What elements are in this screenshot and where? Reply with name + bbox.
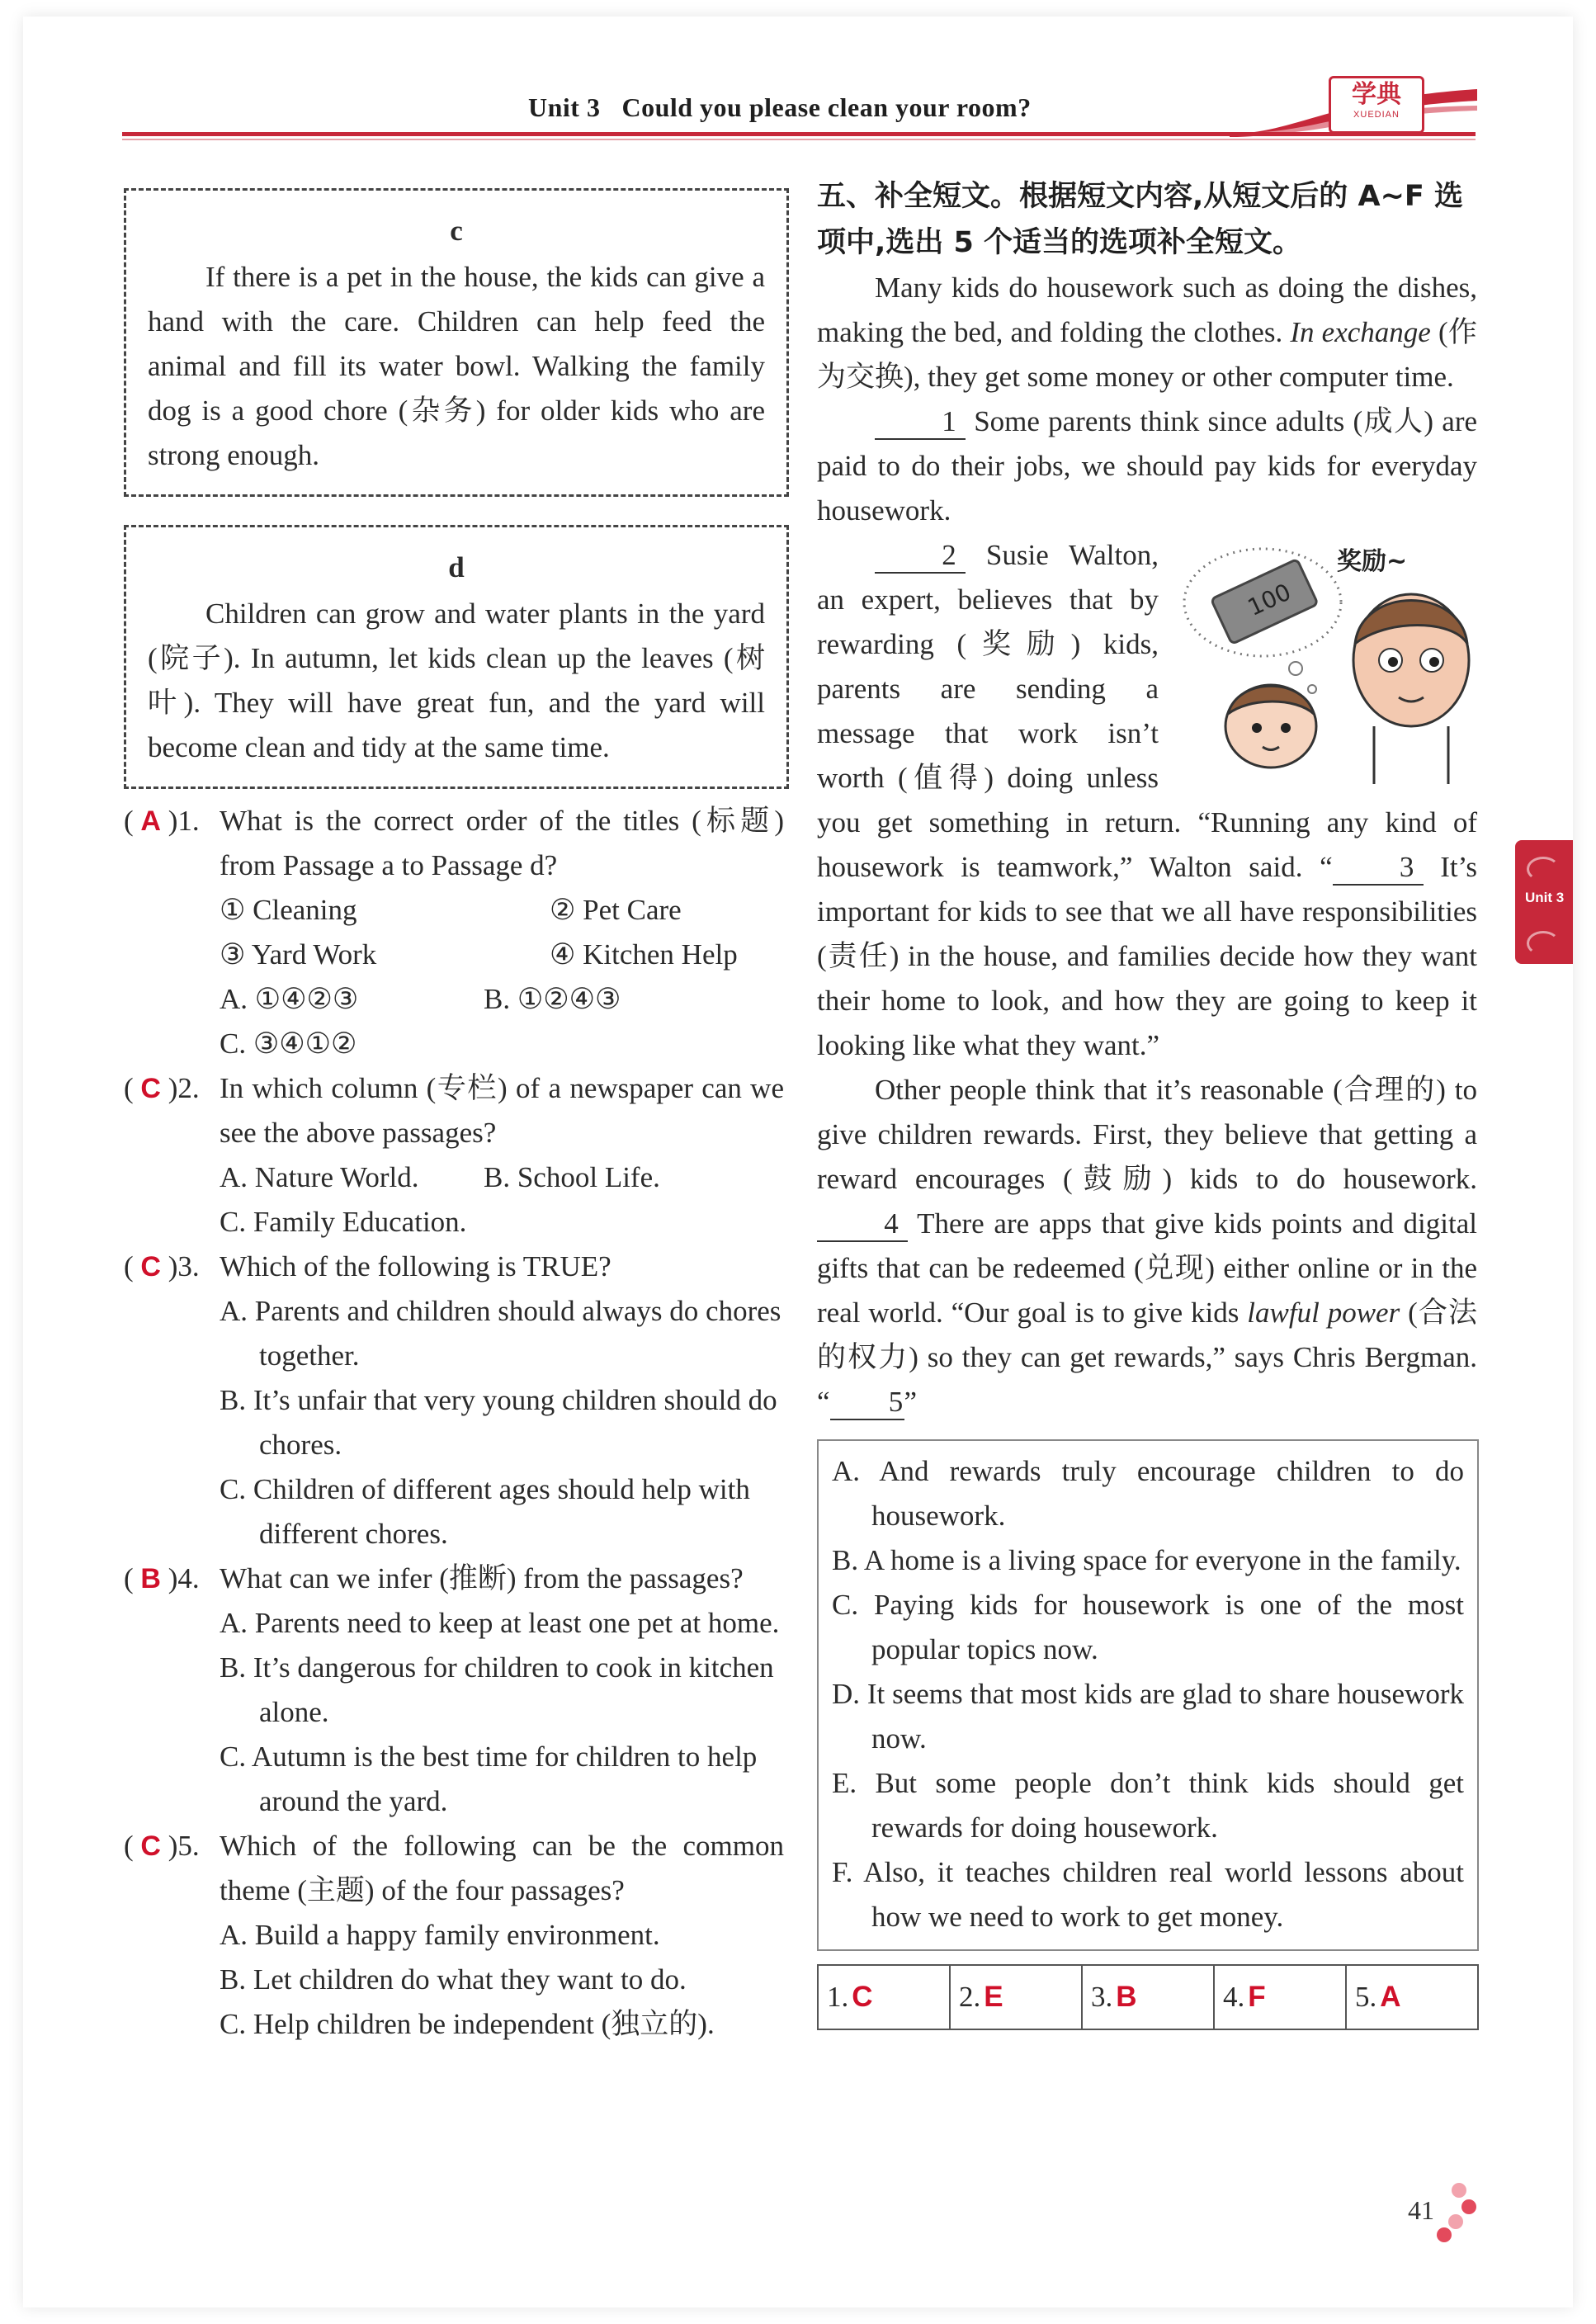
answer-paren: ( B )4. — [124, 1562, 200, 1594]
paragraph: Many kids do housework such as doing the dishes, making the bed, and folding the clothes. In exchange (作为交换), they get some money or other computer time. — [817, 272, 1478, 393]
swirl-decoration — [1527, 857, 1560, 881]
question-2 — [124, 1066, 784, 1245]
blank-5: 5 — [830, 1386, 904, 1420]
answer-table — [817, 1964, 1479, 2030]
answer-paren: ( C )3. — [124, 1250, 200, 1282]
cartoon-illustration — [1172, 536, 1477, 784]
option: A. And rewards truly encourage children to do housework. — [832, 1455, 1464, 1532]
option: B. A home is a living space for everyone in the family. — [832, 1544, 1461, 1576]
option: A. Parents need to keep at least one pet at home. — [220, 1607, 780, 1639]
blank-3: 3 — [1333, 851, 1424, 886]
question-text: Which of the following is TRUE? — [220, 1250, 611, 1282]
question-3 — [124, 1245, 784, 1556]
option: C. Paying kids for housework is one of the most popular topics now. — [832, 1589, 1464, 1665]
question-4 — [124, 1556, 784, 1824]
answer-mark: C — [140, 1830, 161, 1862]
question-text: In which column (专栏) of a newspaper can we see the above passages? — [220, 1072, 784, 1149]
item: ① Cleaning — [220, 894, 357, 926]
page-number: 41 — [1408, 2195, 1434, 2225]
option: C. Family Education. — [220, 1206, 467, 1238]
option: B. ①②④③ — [484, 983, 621, 1015]
passage-title: d — [448, 551, 465, 583]
option: B. Let children do what they want to do. — [220, 1963, 687, 1996]
paragraph: 1 Some parents think since adults (成人) are paid to do their jobs, we should pay kids for everyday housework. — [817, 405, 1478, 527]
option: C. Help children be independent (独立的). — [220, 2008, 715, 2040]
question-5 — [124, 1824, 784, 2047]
option: B. It’s unfair that very young children should do chores. — [220, 1384, 777, 1461]
passage-d-box — [124, 525, 789, 789]
question-text: What can we infer (推断) from the passages? — [220, 1562, 744, 1594]
blank-1: 1 — [875, 405, 966, 440]
item: ④ Kitchen Help — [550, 938, 738, 971]
option: C. Children of different ages should help with different chores. — [220, 1473, 750, 1550]
option: F. Also, it teaches children real world lessons about how we need to work to get money. — [832, 1856, 1464, 1933]
option: D. It seems that most kids are glad to share housework now. — [832, 1678, 1464, 1755]
option: A. Parents and children should always do chores together. — [220, 1295, 781, 1372]
answer-cell: 4. F — [1215, 1966, 1347, 2029]
money-label: 100 — [1243, 578, 1296, 622]
page-header-title — [528, 92, 1032, 123]
section-title: 五、补全短文。根据短文内容,从短文后的 A~F 选项中,选出 5 个适当的选项补全短文。 — [817, 180, 1463, 259]
answer-paren: ( A )1. — [124, 805, 200, 837]
answer-cell: 1. C — [819, 1966, 951, 2029]
passage-title: c — [450, 215, 463, 247]
illus-caption: 奖励~ — [1337, 547, 1408, 576]
blank-2: 2 — [875, 539, 966, 574]
option: E. But some people don’t think kids should get rewards for doing housework. — [832, 1767, 1464, 1844]
item: ③ Yard Work — [220, 938, 377, 971]
right-column — [817, 173, 1477, 2030]
unit-title: Could you please clean your room? — [621, 92, 1032, 122]
options-box — [817, 1439, 1479, 1951]
answer-cell: 2. E — [951, 1966, 1083, 2029]
option: C. ③④①② — [220, 1027, 357, 1060]
paragraph: 100 奖励~ 2 Susie Walton, an expert, believes that by rewarding (奖励) kids, parents are sending a message that work isn’t worth (值得) doing unless you get something in return. “Running any kind of housework is teamwork,” Walton said. “ 3 It’s important for kids to see that we all have responsibilities (责任) in the house, and families decide how they want their home to look, and how they are going to keep it looking like what they want.” — [817, 533, 1477, 1068]
question-1 — [124, 799, 784, 1066]
option: A. Nature World. — [220, 1161, 419, 1193]
option: B. It’s dangerous for children to cook in kitchen alone. — [220, 1651, 774, 1728]
option: B. School Life. — [484, 1161, 660, 1193]
blank-4: 4 — [817, 1207, 908, 1242]
passage-c-box — [124, 188, 789, 497]
answer-paren: ( C )5. — [124, 1830, 200, 1862]
question-text: What is the correct order of the titles (标题) from Passage a to Passage d? — [220, 805, 784, 881]
unit-side-tab: Unit 3 — [1515, 840, 1573, 964]
unit-label: Unit 3 — [528, 92, 601, 122]
answer-mark: C — [140, 1251, 161, 1282]
publisher-logo: 学典 XUEDIAN — [1329, 76, 1424, 134]
swirl-decoration — [1527, 931, 1560, 956]
passage-text: If there is a pet in the house, the kids can give a hand with the care. Children can help feed the animal and fill its water bowl. Walking the family dog is a good chore (杂务) for older kids who are strong enough. — [148, 261, 765, 471]
option: C. Autumn is the best time for children to help around the yard. — [220, 1741, 758, 1817]
question-text: Which of the following can be the common theme (主题) of the four passages? — [220, 1830, 784, 1906]
answer-mark: A — [140, 805, 161, 837]
paragraph: Other people think that it’s reasonable (合理的) to give children rewards. First, they believe that getting a reward encourages (鼓励) kids to do housework. 4 There are apps that give kids points and digital gifts that can be redeemed (兑现) either online or in the real world. “Our goal is to give kids lawful power (合法的权力) so they can get rewards,” says Chris Bergman. “ 5” — [817, 1068, 1477, 1424]
answer-paren: ( C )2. — [124, 1072, 200, 1104]
header-divider — [122, 132, 1476, 136]
answer-cell: 5. A — [1355, 1981, 1401, 2013]
answer-mark: B — [140, 1563, 161, 1594]
left-column — [124, 188, 784, 2047]
option: A. Build a happy family environment. — [220, 1919, 660, 1951]
header-divider-thin — [122, 139, 1476, 140]
answer-cell: 3. B — [1083, 1966, 1215, 2029]
passage-text: Children can grow and water plants in the yard (院子). In autumn, let kids clean up the leaves (树叶). They will have great fun, and the yard will become clean and tidy at the same time. — [148, 598, 765, 763]
option: A. ①④②③ — [220, 983, 359, 1015]
item: ② Pet Care — [550, 894, 682, 926]
page-number-dots-decoration — [1436, 2179, 1485, 2245]
answer-mark: C — [140, 1073, 161, 1104]
